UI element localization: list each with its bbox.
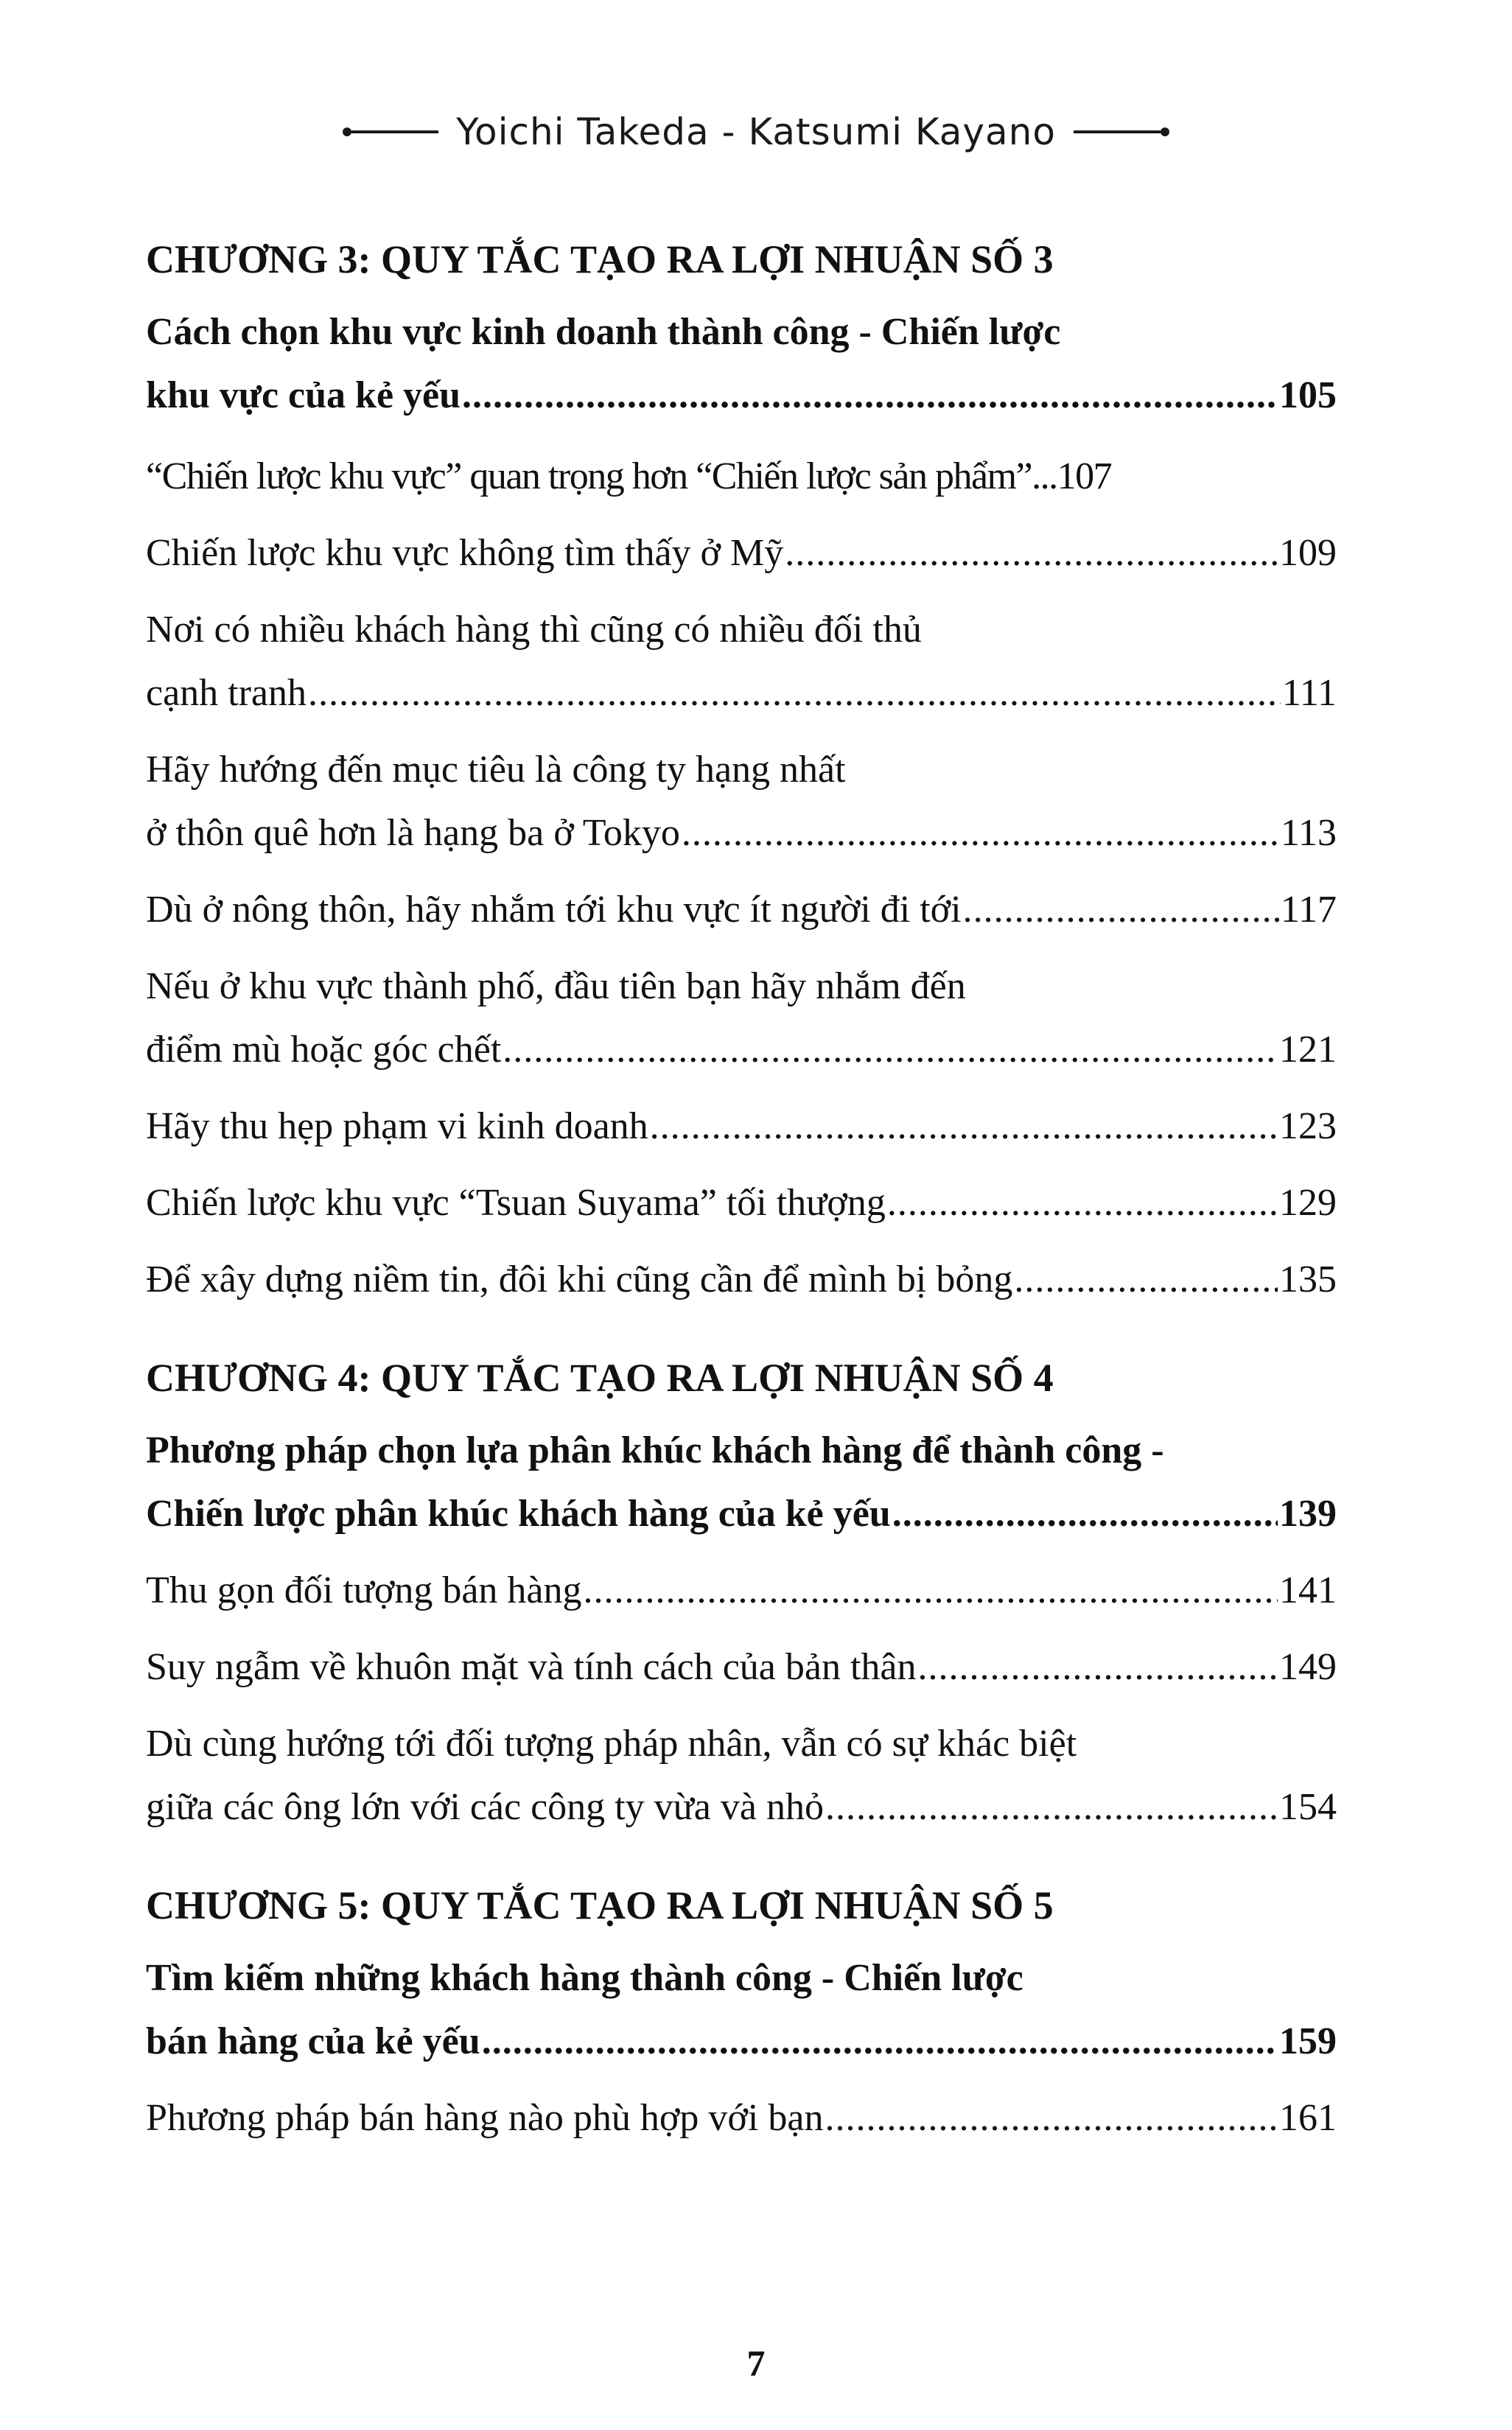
chapter-heading: CHƯƠNG 5: QUY TẮC TẠO RA LỢI NHUẬN SỐ 5	[146, 1883, 1054, 1927]
toc-entry	[146, 738, 1337, 865]
dot-leader	[503, 1018, 1278, 1082]
chapter-title-line1: Phương pháp chọn lựa phân khúc khách hàng để thành công -	[146, 1429, 1164, 1471]
toc-entry	[146, 1172, 1337, 1235]
page-number: 123	[1279, 1105, 1337, 1147]
chapter-heading: CHƯƠNG 3: QUY TẮC TẠO RA LỢI NHUẬN SỐ 3	[146, 237, 1054, 281]
toc-entry	[146, 1559, 1337, 1622]
chapter-heading: CHƯƠNG 4: QUY TẮC TẠO RA LỢI NHUẬN SỐ 4	[146, 1356, 1054, 1400]
table-of-contents	[146, 236, 1337, 2150]
page-number: 113	[1280, 812, 1337, 854]
page-number: 139	[1279, 1493, 1337, 1535]
toc-entry	[146, 1095, 1337, 1158]
entry-text: Thu gọn đối tượng bán hàng	[146, 1569, 582, 1611]
header-rule-right	[1074, 127, 1169, 136]
page-footer-number: 7	[746, 2342, 766, 2384]
header-rule-left	[343, 127, 438, 136]
toc-entry	[146, 445, 1337, 508]
page-number: 109	[1279, 532, 1337, 574]
toc-entry	[146, 598, 1337, 725]
running-head-text: Yoichi Takeda - Katsumi Kayano	[456, 111, 1056, 153]
entry-text-line1: Hãy hướng đến mục tiêu là công ty hạng nhất	[146, 749, 846, 791]
chapter-3	[146, 236, 1337, 1312]
toc-entry	[146, 878, 1337, 942]
toc-entry	[146, 1636, 1337, 1699]
page-number: 159	[1279, 2020, 1337, 2062]
entry-text: Phương pháp bán hàng nào phù hợp với bạn	[146, 2097, 824, 2139]
page-number: 135	[1279, 1258, 1337, 1300]
chapter-title-line2: khu vực của kẻ yếu	[146, 374, 461, 416]
chapter-title-line2: bán hàng của kẻ yếu	[146, 2020, 480, 2062]
entry-text-line1: Nơi có nhiều khách hàng thì cũng có nhiều đối thủ	[146, 609, 922, 651]
dot-leader	[584, 1559, 1278, 1622]
page-number: 141	[1279, 1569, 1337, 1611]
entry-text: điểm mù hoặc góc chết	[146, 1029, 502, 1071]
chapter-title-line1: Tìm kiếm những khách hàng thành công - Chiến lược	[146, 1957, 1023, 1999]
entry-text-line1: Dù cùng hướng tới đối tượng pháp nhân, vẫn có sự khác biệt	[146, 1723, 1077, 1765]
dot-leader	[825, 2087, 1278, 2150]
entry-text: “Chiến lược khu vực” quan trọng hơn “Chiến lược sản phẩm”...107	[146, 455, 1112, 497]
toc-entry	[146, 1248, 1337, 1312]
page-number: 161	[1279, 2097, 1337, 2139]
chapter-title-line2: Chiến lược phân khúc khách hàng của kẻ yếu	[146, 1493, 891, 1535]
chapter-4	[146, 1354, 1337, 1839]
dot-leader	[963, 878, 1279, 942]
dot-leader	[682, 802, 1279, 865]
page-number: 111	[1281, 672, 1337, 714]
page-number: 149	[1279, 1646, 1337, 1688]
dot-leader	[785, 522, 1278, 585]
dot-leader	[482, 2010, 1278, 2073]
page-number: 105	[1279, 374, 1337, 416]
chapter-5	[146, 1882, 1337, 2150]
page-number: 154	[1279, 1786, 1337, 1828]
entry-text: Chiến lược khu vực “Tsuan Suyama” tối thượng	[146, 1182, 886, 1224]
entry-text: ở thôn quê hơn là hạng ba ở Tokyo	[146, 812, 680, 854]
page-number: 129	[1279, 1182, 1337, 1224]
dot-leader	[887, 1172, 1278, 1235]
dot-leader	[917, 1636, 1278, 1699]
page-number: 121	[1279, 1029, 1337, 1071]
dot-leader	[1014, 1248, 1278, 1312]
dot-leader	[308, 662, 1281, 725]
toc-entry	[146, 522, 1337, 585]
toc-entry	[146, 1712, 1337, 1839]
chapter-title	[146, 1419, 1337, 1546]
chapter-title	[146, 1947, 1337, 2073]
chapter-title	[146, 301, 1337, 427]
toc-entry	[146, 955, 1337, 1082]
entry-text: Chiến lược khu vực không tìm thấy ở Mỹ	[146, 532, 784, 574]
dot-leader	[462, 364, 1278, 427]
running-header	[0, 111, 1512, 153]
entry-text: Suy ngẫm về khuôn mặt và tính cách của bản thân	[146, 1646, 917, 1688]
entry-text: giữa các ông lớn với các công ty vừa và nhỏ	[146, 1786, 824, 1828]
page-number: 117	[1280, 889, 1337, 931]
entry-text-line1: Nếu ở khu vực thành phố, đầu tiên bạn hãy nhắm đến	[146, 965, 966, 1007]
entry-text: cạnh tranh	[146, 672, 307, 714]
entry-text: Để xây dựng niềm tin, đôi khi cũng cần để mình bị bỏng	[146, 1258, 1013, 1300]
dot-leader	[825, 1776, 1278, 1839]
chapter-title-line1: Cách chọn khu vực kinh doanh thành công - Chiến lược	[146, 311, 1061, 353]
entry-text: Dù ở nông thôn, hãy nhắm tới khu vực ít người đi tới	[146, 889, 962, 931]
entry-text: Hãy thu hẹp phạm vi kinh doanh	[146, 1105, 648, 1147]
dot-leader	[650, 1095, 1278, 1158]
toc-entry	[146, 2087, 1337, 2150]
dot-leader	[892, 1482, 1278, 1546]
